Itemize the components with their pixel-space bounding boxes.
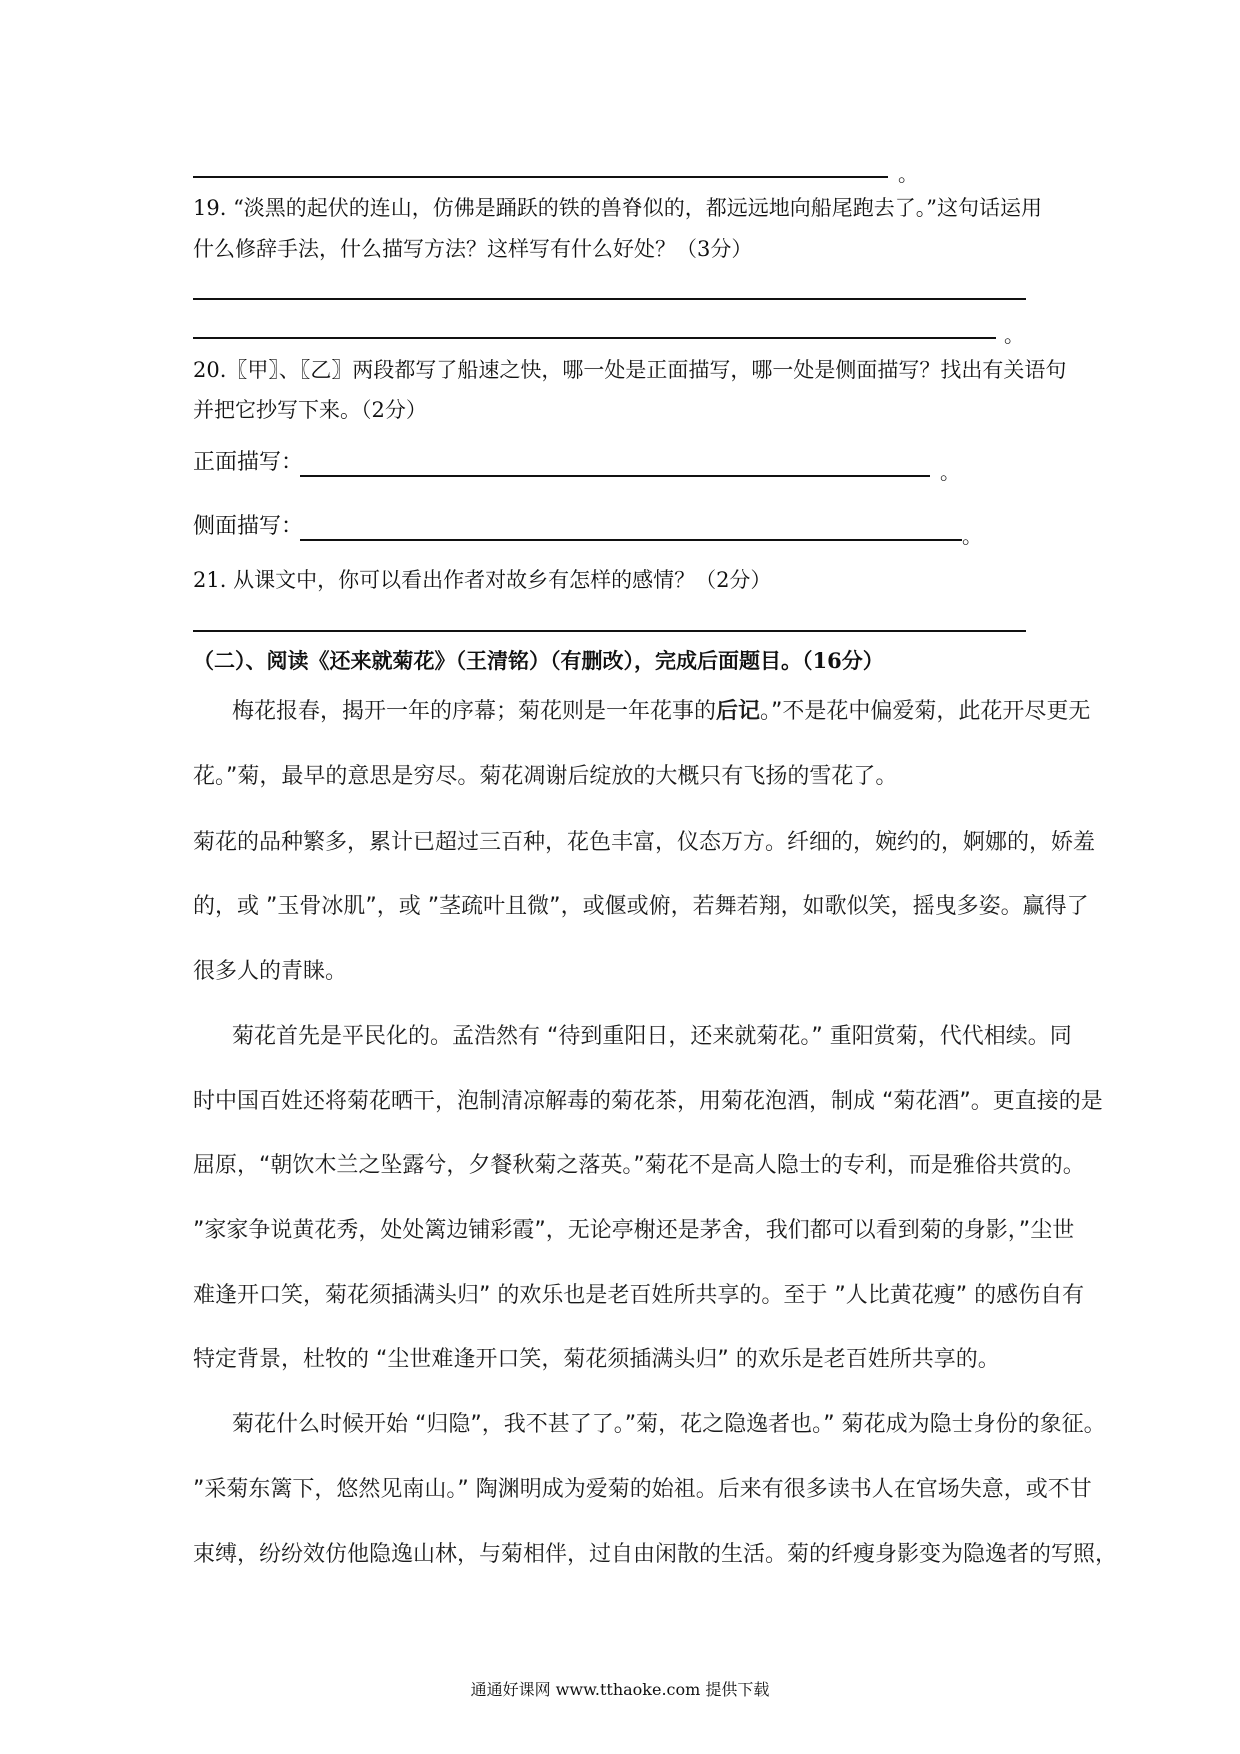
answer-line [193, 337, 996, 339]
answer-line [193, 176, 888, 178]
article-line: 花。”菊，最早的意思是穷尽。菊花凋谢后绽放的大概只有飞扬的雪花了。 [193, 764, 898, 789]
article-line: 时中国百姓还将菊花晒干，泡制清凉解毒的菊花茶，用菊花泡酒，制成 “菊花酒”。更直接的是 [193, 1089, 1103, 1114]
article-line: 难逢开口笑，菊花须插满头归” 的欢乐也是老百姓所共享的。至于 ”人比黄花瘦” 的感伤自有 [193, 1283, 1085, 1308]
emphasis-text: 后记 [716, 699, 761, 724]
article-line: 的，或 ”玉骨冰肌”，或 ”茎疏叶且微”，或偃或俯，若舞若翔，如歌似笑，摇曳多姿。赢得了 [193, 894, 1089, 919]
answer-end-mark: 。 [898, 162, 918, 186]
q21-line1: 21. 从课文中，你可以看出作者对故乡有怎样的感情？（2分） [193, 568, 772, 592]
answer-end-mark: 。 [1004, 323, 1024, 347]
q20-line1: 20.〖甲〗、〖乙〗两段都写了船速之快，哪一处是正面描写，哪一处是侧面描写？找出有关语句 [193, 358, 1067, 382]
section-heading: （二）、阅读《还来就菊花》（王清铭）（有删改），完成后面题目。（16分） [193, 648, 884, 673]
article-line: 菊花什么时候开始 “归隐”，我不甚了了。”菊，花之隐逸者也。” 菊花成为隐士身份的象征。 [232, 1412, 1106, 1437]
page-footer: 通通好课网 www.tthaoke.com 提供下载 [470, 1680, 770, 1699]
article-line: 屈原，“朝饮木兰之坠露兮，夕餐秋菊之落英。”菊花不是高人隐士的专利，而是雅俗共赏的。 [193, 1153, 1085, 1178]
article-line: 菊花的品种繁多，累计已超过三百种，花色丰富，仪态万方。纤细的，婉约的，婀娜的，娇羞 [193, 830, 1096, 855]
article-line: 菊花首先是平民化的。孟浩然有 “待到重阳日，还来就菊花。” 重阳赏菊，代代相续。同 [232, 1024, 1072, 1049]
q19-line2: 什么修辞手法，什么描写方法？这样写有什么好处？（3分） [193, 237, 753, 261]
answer-line [300, 475, 930, 477]
answer-line [193, 630, 1026, 632]
side-description-label: 侧面描写： [193, 514, 304, 539]
answer-end-mark: 。 [940, 460, 960, 484]
article-line: 很多人的青睐。 [193, 959, 348, 984]
answer-end-mark: 。 [962, 524, 982, 548]
front-description-label: 正面描写： [193, 450, 304, 475]
q19-line1: 19. “淡黑的起伏的连山，仿佛是踊跃的铁的兽脊似的，都远远地向船尾跑去了。”这句话运用 [193, 196, 1043, 220]
article-line: ”采菊东篱下，悠然见南山。” 陶渊明成为爱菊的始祖。后来有很多读书人在官场失意，或不甘 [193, 1477, 1092, 1502]
q20-line2: 并把它抄写下来。（2分） [193, 398, 427, 422]
article-line: 特定背景，杜牧的 “尘世难逢开口笑，菊花须插满头归” 的欢乐是老百姓所共享的。 [193, 1347, 1000, 1372]
answer-line [193, 298, 1026, 300]
article-line: 束缚，纷纷效仿他隐逸山林，与菊相伴，过自由闲散的生活。菊的纤瘦身影变为隐逸者的写照， [193, 1542, 1118, 1567]
answer-line [300, 539, 962, 541]
article-line: ”家家争说黄花秀，处处篱边铺彩霞”，无论亭榭还是茅舍，我们都可以看到菊的身影，”尘世 [193, 1218, 1075, 1243]
article-line: 梅花报春，揭开一年的序幕；菊花则是一年花事的后记。”不是花中偏爱菊，此花开尽更无 [232, 699, 1091, 724]
